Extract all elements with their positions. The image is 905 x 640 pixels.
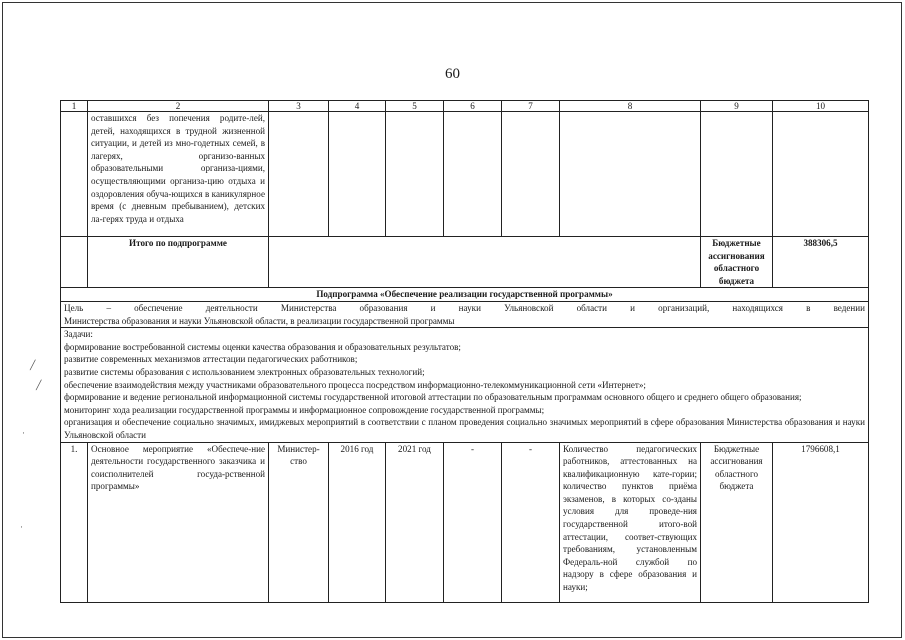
- column-7-value: -: [502, 442, 560, 602]
- table-cell: [502, 112, 560, 237]
- funding-source: Бюджетные ассигнования областного бюджета: [701, 442, 773, 602]
- scan-mark: ╱: [30, 360, 36, 370]
- column-number-row: [61, 101, 869, 112]
- scan-mark: ╱: [36, 380, 42, 390]
- task-item: обеспечение взаимодействия между участниками образовательного процесса посредством информационно-телекоммуникационной сети «Интернет»;: [64, 379, 646, 390]
- table-cell: [560, 112, 701, 237]
- table-cell: [773, 112, 869, 237]
- table-cell: [386, 112, 444, 237]
- table-cell: [269, 237, 701, 288]
- subtotal-source: Бюджетные ассигнования областного бюджета: [701, 237, 773, 288]
- column-number: 1: [61, 101, 88, 112]
- subprogram-title-row: [61, 288, 869, 302]
- scan-mark: ·: [20, 522, 23, 532]
- program-table: [60, 100, 869, 603]
- start-year: 2016 год: [329, 442, 386, 602]
- goal-cell: [61, 301, 869, 327]
- table-cell: [61, 237, 88, 288]
- column-number: 8: [560, 101, 701, 112]
- end-year: 2021 год: [386, 442, 444, 602]
- table-cell: [444, 112, 502, 237]
- task-item: формирование и ведение региональной информационной системы государственной итоговой аттестации по образовательным программам основного общего и среднего общего образования;: [64, 392, 802, 403]
- table-cell: [269, 112, 329, 237]
- tasks-label: Задачи:: [64, 329, 93, 340]
- table-cell: [61, 112, 88, 237]
- column-number: 5: [386, 101, 444, 112]
- goal-line: Министерства образования и науки Ульяновской области, в реализации государственной программы: [64, 315, 455, 326]
- activity-description: оставшихся без попечения родите-лей, детей, находящихся в трудной жизненной ситуации, и детей из мно-годетных семей, в лагерях, организо-ванных образовательными организа-циями, осуществляющими организа-цию отдыха и оздоровления обуча-ющихся в каникулярное время (с дневным пребыванием), детских ла-герях труда и отдыха: [88, 112, 269, 237]
- target-indicators: Количество педагогических работников, аттестованных на квалификационную кате-гории; количество пунктов приёма экзаменов, в которых со-зданы условия для проведе-ния государственной итого-вой аттестации, соответ-ствующих требованиям, установленным Федераль-ной службой по надзору в сфере образования и науки;: [560, 442, 701, 602]
- subprogram-title: Подпрограмма «Обеспечение реализации государственной программы»: [61, 288, 869, 302]
- column-number: 7: [502, 101, 560, 112]
- task-item: развитие системы образования с использованием электронных образовательных технологий;: [64, 366, 425, 377]
- subtotal-label: Итого по подпрограмме: [88, 237, 269, 288]
- table-cell: [329, 112, 386, 237]
- activity-name: Основное мероприятие «Обеспече-ние деятельности государственного заказчика и соисполнителей госуда-рственной программы»: [88, 442, 269, 602]
- task-item: развитие современных механизмов аттестации педагогических работников;: [64, 354, 358, 365]
- executor: Министер-ство: [269, 442, 329, 602]
- task-item: формирование востребованной системы оценки качества образования и образовательных результатов;: [64, 341, 461, 352]
- goal-line: Цель – обеспечение деятельности Министерства образования и науки Ульяновской области и организаций, находящихся в ведении: [64, 302, 865, 313]
- tasks-cell: [61, 328, 869, 442]
- column-number: 9: [701, 101, 773, 112]
- column-number: 4: [329, 101, 386, 112]
- column-number: 10: [773, 101, 869, 112]
- column-number: 2: [88, 101, 269, 112]
- table-cell: [701, 112, 773, 237]
- column-6-value: -: [444, 442, 502, 602]
- continued-row: [61, 112, 869, 237]
- subtotal-row: [61, 237, 869, 288]
- column-number: 6: [444, 101, 502, 112]
- column-number: 3: [269, 101, 329, 112]
- tasks-row: [61, 328, 869, 442]
- subtotal-amount: 388306,5: [773, 237, 869, 288]
- task-item: мониторинг хода реализации государственной программы и информационное сопровождение государственной программы;: [64, 404, 545, 415]
- activity-row: [61, 442, 869, 602]
- row-number: 1.: [61, 442, 88, 602]
- funding-amount: 1796608,1: [773, 442, 869, 602]
- scan-mark: ·: [22, 428, 25, 438]
- task-item: организация и обеспечение социально значимых, имиджевых мероприятий в соответствии с планом проведения социально значимых мероприятий в сфере образования Министерства образования и науки Ульяновской области: [64, 417, 865, 440]
- page-number: 60: [445, 66, 460, 82]
- goal-row: [61, 301, 869, 327]
